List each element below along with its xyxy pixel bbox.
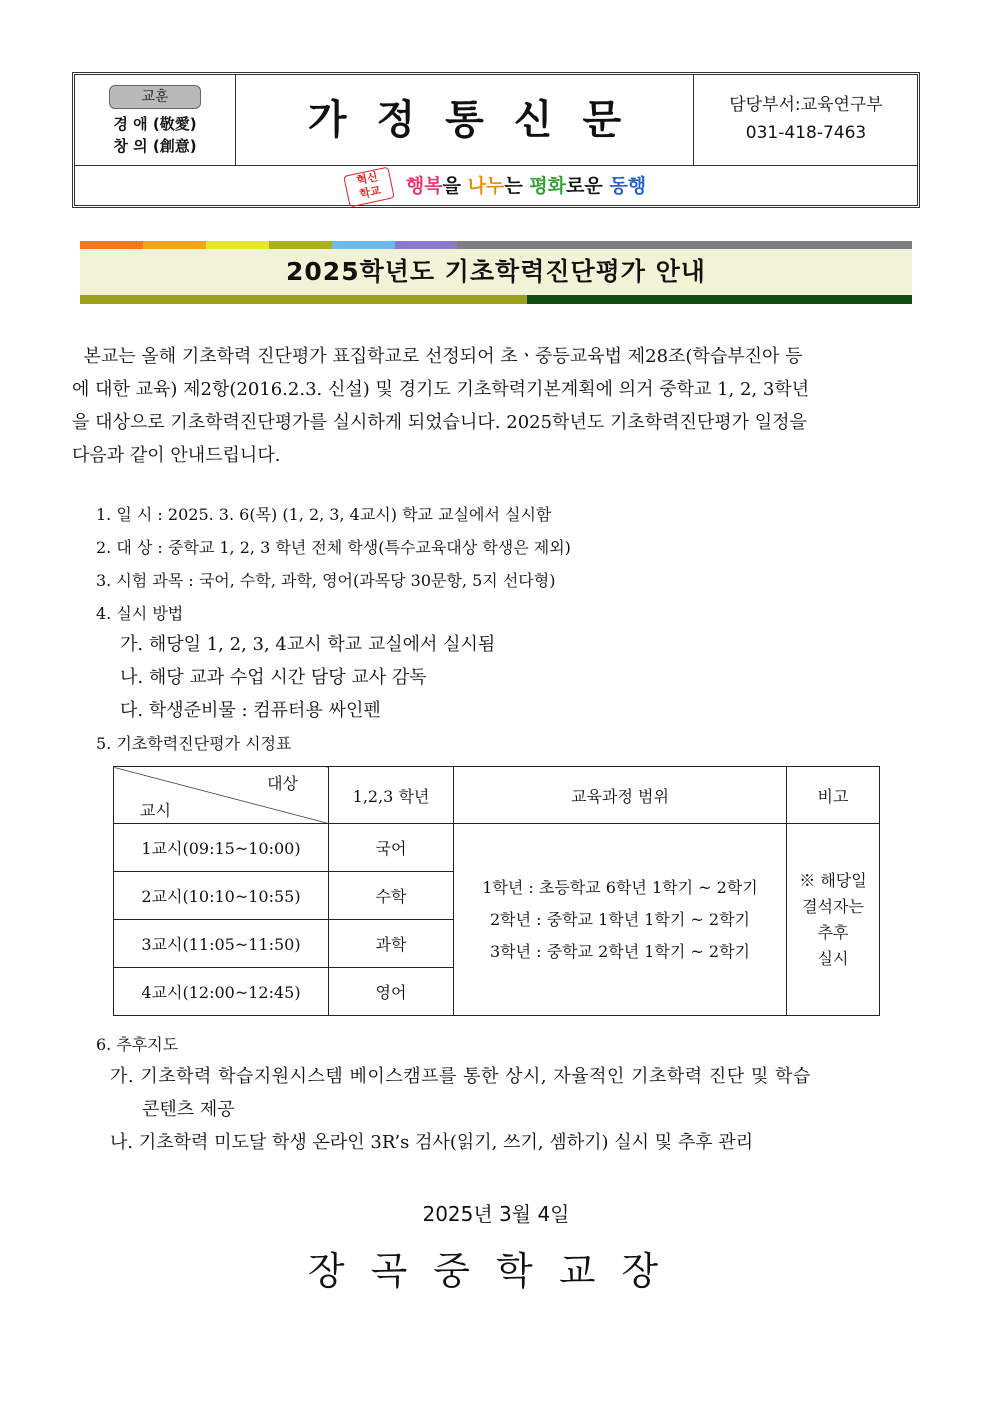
intro-line: 에 대한 교육) 제2항(2016.2.3. 신설) 및 경기도 기초학력기본계획에 의거 중학교 1, 2, 3학년 [72,379,810,400]
followup-a: 가. 기초학력 학습지원시스템 베이스캠프를 통한 상시, 자율적인 기초학력 진단 및 학습 [110,1066,811,1087]
slogan-segment: 는 [504,175,530,197]
subject-cell: 과학 [329,920,454,968]
item-date: 1. 일 시 : 2025. 3. 6(목) (1, 2, 3, 4교시) 학교 교실에서 실시함 [96,505,552,524]
intro-line: 다음과 같이 안내드립니다. [72,445,281,466]
followup-b: 나. 기초학력 미도달 학생 온라인 3R’s 검사(읽기, 쓰기, 셈하기) 실시 및 추후 관리 [110,1132,754,1153]
schedule-table [113,766,880,1016]
corner-top-label: 대상 [267,774,298,793]
stripe-segment [80,241,143,249]
motto-badge: 교훈 [109,85,201,109]
department-name: 담당부서:교육연구부 [729,95,883,115]
table-header-row [114,767,880,824]
note-cell [787,824,880,1016]
stripe-segment [206,241,269,249]
corner-bottom-label: 교시 [140,801,171,820]
stripe-segment [395,241,457,249]
method-a: 가. 해당일 1, 2, 3, 4교시 학교 교실에서 실시됨 [120,634,496,655]
item-target: 2. 대 상 : 중학교 1, 2, 3 학년 전체 학생(특수교육대상 학생은 제외) [96,538,571,557]
banner-stripe-top [80,241,912,249]
motto-line-1: 경 애 (敬愛) [113,115,197,133]
col-grade-header: 1,2,3 학년 [329,767,454,824]
table-row [114,824,880,872]
department-info [695,75,917,165]
followup-heading: 6. 추후지도 [96,1035,179,1054]
motto-line-2: 창 의 (創意) [113,137,197,155]
slogan-segment: 동행 [609,175,647,197]
banner-stripe-bottom [80,295,912,304]
subject-cell: 영어 [329,968,454,1016]
banner-title: 2025학년도 기초학력진단평가 안내 [80,249,912,295]
slogan-row [75,166,917,206]
intro-line: 을 대상으로 기초학력진단평가를 실시하게 되었습니다. 2025학년도 기초학력진단평가 일정을 [72,412,807,433]
slogan-segment: 로운 [566,175,610,197]
stripe-segment [457,241,912,249]
issue-date: 2025년 3월 4일 [422,1202,570,1226]
header-top-row [75,75,917,166]
item-method: 4. 실시 방법 [96,604,184,623]
slogan-segment: 평화 [529,175,567,197]
followup-a-cont: 콘텐츠 제공 [142,1099,235,1120]
period-cell: 3교시(11:05~11:50) [114,920,329,968]
col-note-header: 비고 [787,767,880,824]
stripe-segment [143,241,206,249]
newsletter-header [72,72,920,208]
col-scope-header: 교육과정 범위 [454,767,787,824]
slogan-segment: 행복 [405,175,443,197]
principal-signature: 장곡중학교장 [307,1249,685,1293]
innovation-school-stamp: 혁신 학교 [343,166,395,207]
scope-grade-2: 2학년 : 중학교 1학년 1학기 ~ 2학기 [489,909,751,929]
note-line-1: ※ 해당일 [799,870,867,890]
school-motto [75,75,236,165]
scope-cell [454,824,787,1016]
department-phone: 031-418-7463 [745,123,867,143]
newsletter-title: 가정통신문 [236,75,694,165]
item-schedule: 5. 기초학력진단평가 시정표 [96,734,292,753]
scope-grade-1: 1학년 : 초등학교 6학년 1학기 ~ 2학기 [482,877,758,897]
note-line-4: 실시 [817,948,849,968]
intro-paragraph [72,340,922,472]
subject-cell: 수학 [329,872,454,920]
stripe-segment [527,295,912,304]
slogan-segment: 나누 [467,175,505,197]
period-cell: 4교시(12:00~12:45) [114,968,329,1016]
note-line-2: 결석자는 [802,896,864,916]
method-c: 다. 학생준비물 : 컴퓨터용 싸인펜 [120,700,381,721]
stripe-segment [80,295,527,304]
stripe-segment [332,241,395,249]
period-cell: 1교시(09:15~10:00) [114,824,329,872]
period-cell: 2교시(10:10~10:55) [114,872,329,920]
stripe-segment [269,241,332,249]
intro-line: 본교는 올해 기초학력 진단평가 표집학교로 선정되어 초ㆍ중등교육법 제28조(학습부진아 등 [72,346,803,367]
subject-cell: 국어 [329,824,454,872]
slogan [406,175,646,197]
method-b: 나. 해당 교과 수업 시간 담당 교사 감독 [120,667,427,688]
item-subjects: 3. 시험 과목 : 국어, 수학, 과학, 영어(과목당 30문항, 5지 선다형) [96,571,556,590]
note-line-3: 추후 [817,922,849,942]
table-corner-cell [114,767,329,824]
slogan-segment: 을 [442,175,468,197]
scope-grade-3: 3학년 : 중학교 2학년 1학기 ~ 2학기 [489,941,751,961]
